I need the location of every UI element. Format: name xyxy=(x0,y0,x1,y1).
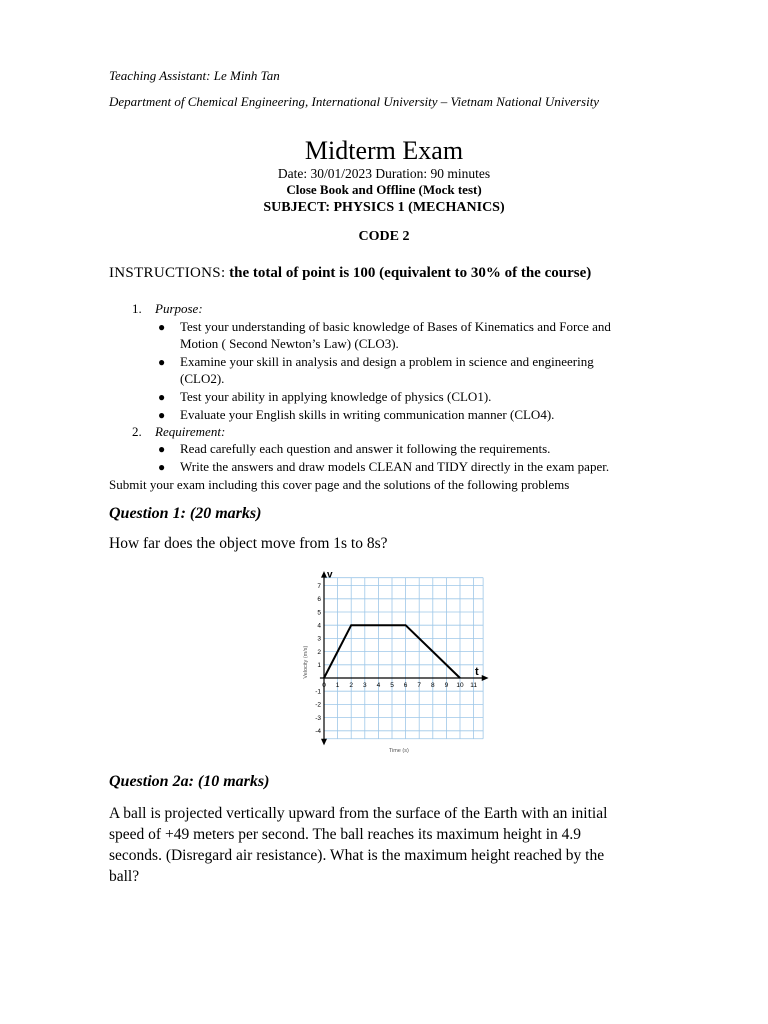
y-tick-label: 5 xyxy=(317,609,321,617)
instructions-heading xyxy=(109,265,591,282)
y-tick-label: 4 xyxy=(317,622,321,630)
y-tick-label: -2 xyxy=(315,701,321,709)
list-item-continued: Motion ( Second Newton’s Law) (CLO3). xyxy=(180,336,399,351)
list-heading-requirement: Requirement: xyxy=(155,424,226,439)
x-tick-label: 1 xyxy=(335,682,340,689)
x-tick-label: 7 xyxy=(417,682,422,689)
x-tick-label: 3 xyxy=(362,682,367,689)
x-tick-label: 11 xyxy=(470,682,477,689)
list-item-continued: (CLO2). xyxy=(180,371,225,386)
exam-code: CODE 2 xyxy=(358,229,410,244)
x-tick-label: 10 xyxy=(456,682,464,689)
y-tick-label: 1 xyxy=(317,662,321,670)
x-axis-label: Time (s) xyxy=(388,747,409,754)
submit-instruction: Submit your exam including this cover page and the solutions of the following problems xyxy=(109,477,570,492)
question-2a-line: ball? xyxy=(109,868,140,885)
bullet-icon: ● xyxy=(158,460,166,474)
x-tick-label: 0 xyxy=(322,682,326,689)
x-tick-label: 6 xyxy=(403,682,408,689)
list-item: Evaluate your English skills in writing communication manner (CLO4). xyxy=(180,407,555,422)
chart-axes xyxy=(320,571,489,745)
list-number: 1. xyxy=(132,301,142,316)
exam-date: Date: 30/01/2023 Duration: 90 minutes xyxy=(277,166,491,181)
list-item: Read carefully each question and answer it following the requirements. xyxy=(180,441,551,456)
chart-tick-labels xyxy=(315,583,477,735)
x-tick-label: 9 xyxy=(444,682,449,689)
y-tick-label: -1 xyxy=(315,688,321,696)
y-tick-label: 3 xyxy=(317,635,321,643)
bullet-icon: ● xyxy=(158,442,166,456)
x-tick-label: 5 xyxy=(390,682,394,689)
y-axis-arrow-down xyxy=(321,739,327,746)
y-axis-label: Velocity (m/s) xyxy=(303,645,309,679)
question-2a-line: seconds. (Disregard air resistance). What is the maximum height reached by the xyxy=(109,847,605,864)
instructions-lead: INSTRUCTIONS: xyxy=(109,265,226,281)
y-tick-label: 7 xyxy=(317,582,321,590)
bullet-icon: ● xyxy=(158,408,166,422)
question-1-text: How far does the object move from 1s to 8s? xyxy=(109,535,388,552)
question-2a-heading: Question 2a: (10 marks) xyxy=(109,773,270,790)
y-tick-label: 6 xyxy=(317,596,321,604)
exam-subject: SUBJECT: PHYSICS 1 (MECHANICS) xyxy=(263,200,505,215)
y-tick-label: 2 xyxy=(317,648,321,656)
list-item: Write the answers and draw models CLEAN and TIDY directly in the exam paper. xyxy=(180,459,610,474)
list-heading-purpose: Purpose: xyxy=(155,301,203,316)
list-item: Test your ability in applying knowledge of physics (CLO1). xyxy=(180,389,492,404)
x-tick-label: 2 xyxy=(349,682,354,689)
question-1-heading: Question 1: (20 marks) xyxy=(109,505,262,522)
chart-grid xyxy=(324,578,483,739)
y-tick-label: -4 xyxy=(315,728,321,736)
department: Department of Chemical Engineering, International University – Vietnam National University xyxy=(109,94,600,109)
x-axis-arrow xyxy=(482,675,489,681)
exam-mode: Close Book and Offline (Mock test) xyxy=(286,182,482,197)
list-item: Test your understanding of basic knowledge of Bases of Kinematics and Force and xyxy=(180,319,611,334)
list-item: Examine your skill in analysis and design a problem in science and engineering xyxy=(180,354,594,369)
bullet-icon: ● xyxy=(158,390,166,404)
question-2a-line: speed of +49 meters per second. The ball reaches its maximum height in 4.9 xyxy=(109,826,582,843)
y-axis-symbol: v xyxy=(327,569,333,581)
y-tick-label: -3 xyxy=(315,714,321,722)
exam-title: Midterm Exam xyxy=(304,136,464,165)
bullet-icon: ● xyxy=(158,320,166,334)
velocity-time-chart xyxy=(290,568,500,763)
x-tick-label: 4 xyxy=(376,682,381,689)
question-2a-line: A ball is projected vertically upward from the surface of the Earth with an initial xyxy=(109,805,608,822)
instructions-text: the total of point is 100 (equivalent to 30% of the course) xyxy=(229,265,592,281)
x-tick-label: 8 xyxy=(430,682,435,689)
list-number: 2. xyxy=(132,424,142,439)
bullet-icon: ● xyxy=(158,355,166,369)
teaching-assistant: Teaching Assistant: Le Minh Tan xyxy=(109,68,280,83)
x-axis-symbol: t xyxy=(474,666,479,678)
